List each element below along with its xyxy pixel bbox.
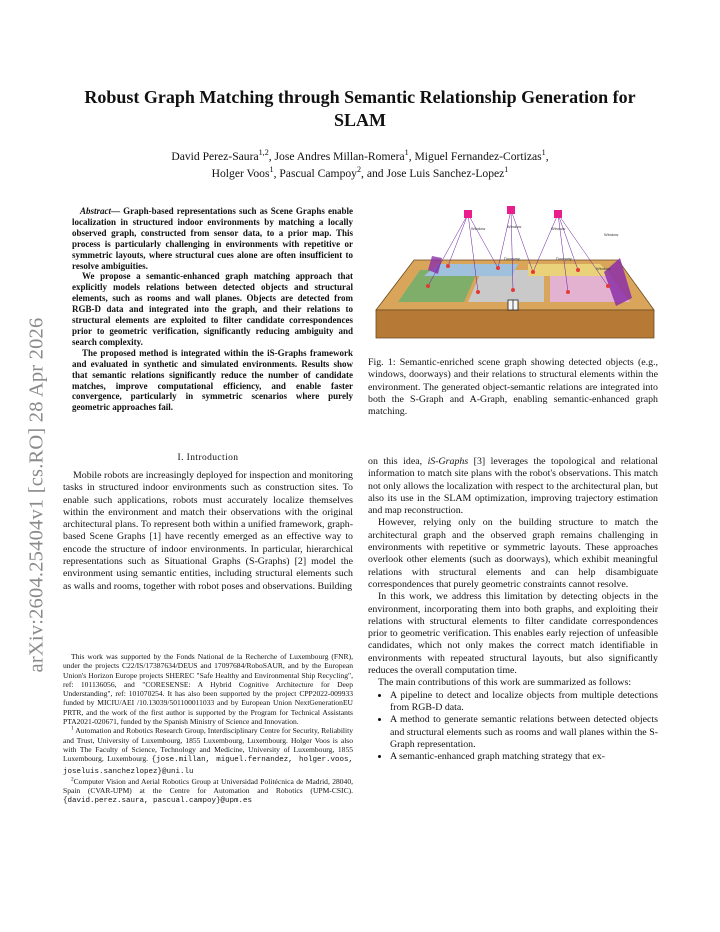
intro-paragraph: The main contributions of this work are summarized as follows: <box>378 677 632 689</box>
figure-scene-graph <box>368 206 658 351</box>
graph-node <box>464 210 472 218</box>
graph-node <box>507 206 515 214</box>
author-name: , and Jose Luis Sanchez-Lopez <box>361 167 505 180</box>
author-name: , Miguel Fernandez-Cortizas <box>408 150 542 163</box>
paper-title: Robust Graph Matching through Semantic Relationship Generation for SLAM <box>84 87 636 130</box>
author-line-2 <box>60 165 660 182</box>
section-heading-introduction: I. Introduction <box>177 453 239 463</box>
footnote-mark: 1 <box>71 725 74 732</box>
email-list: {jose.millan, miguel.fernandez, holger.voos, joseluis.sanchezlopez}@uni.lu <box>63 756 353 776</box>
contributions-list <box>368 690 658 764</box>
intro-paragraph: In this work, we address this limitation by detecting objects in the environment, incorporating them into both graphs, and exploiting their relations with structural elements to filter candidate correspondences prior to geometric verification. This enables early rejection of unfeasible candidates, which not only makes the correct match identifiable in environments with repeated structural layouts, but also significantly reduces the overall computation time. <box>368 591 658 677</box>
footnote-text: Computer Vision and Aerial Robotics Group at Universidad Politécnica de Madrid, 28040, Spain (CVAR-UPM) at the Centre for Automation and Robotics (UPM-CSIC). <box>63 776 353 796</box>
author-list <box>60 148 660 182</box>
affil-mark: 1,2 <box>258 148 269 158</box>
figure-label: Window <box>471 226 486 231</box>
footnotes <box>63 652 353 807</box>
abstract-p2: We propose a semantic-enhanced graph matching approach that explicitly models relations between detected objects and structural elements, such as rooms and wall planes. Objects are detected from RGB-D data and integrated into the graph, and their relations to structural elements are exploited to filter candidate correspondences prior to geometric verification, significantly reducing ambiguity and search complexity. <box>72 271 353 347</box>
author-name: David Perez-Saura <box>171 150 259 163</box>
figure-label: Window <box>604 232 619 237</box>
author-name: Holger Voos <box>211 167 270 180</box>
floor-front <box>376 310 654 338</box>
abstract-p3: The proposed method is integrated within the iS-Graphs framework and evaluated in synthetic and simulated environments. Results show that semantic relations significantly reduce the number of candidate matches, improve computational efficiency, and enable faster convergence, particularly in symmetric scenarios where purely geometric approaches fail. <box>72 347 353 413</box>
email-list: {david.perez.saura, pascual.campoy}@upm.es <box>63 797 253 806</box>
affil-mark: 1 <box>541 148 546 158</box>
figure-label: Doorway <box>504 256 520 261</box>
framework-name: iS-Graphs <box>427 456 469 467</box>
figure-label: Window <box>596 266 611 271</box>
figure-label: Window <box>507 224 522 229</box>
abstract-label: Abstract <box>80 206 112 216</box>
author-line-1 <box>60 148 660 165</box>
arxiv-stamp-text: arXiv:2604.25404v1 [cs.RO] 28 Apr 2026 <box>25 317 48 673</box>
affil-mark: 1 <box>404 148 409 158</box>
graph-node <box>554 210 562 218</box>
list-item: • A method to generate semantic relations between detected objects and structural elements such as rooms and wall planes within the S-Graph representation. <box>390 714 658 751</box>
figure-label: Doorway <box>556 256 572 261</box>
list-item: • A semantic-enhanced graph matching strategy that ex- <box>390 751 658 763</box>
affil-mark: 1 <box>269 165 274 175</box>
intro-paragraph: However, relying only on the building structure to match the architectural graph and the observed graph remains challenging in environments with repetitive or symmetric layouts. These approaches overlook other elements (such as doorways), which exhibit meaningful relations with structural elements and can help disambiguate correspondences that purely geometric constraints cannot resolve. <box>368 517 658 590</box>
figure-label: Window <box>551 226 566 231</box>
footnote-text: Automation and Robotics Research Group, Interdisciplinary Centre for Security, Reliability and Trust, University of Luxembourg, 1855 Luxembourg, Luxembourg. Holger Voos is also with The Faculty of Science, Technology and Medicine, University of Luxembourg, 1855 Luxembourg, Luxembourg. <box>63 726 353 764</box>
author-name: , Pascual Campoy <box>273 167 357 180</box>
arxiv-side-stamp <box>22 300 52 690</box>
text: on this idea, <box>368 456 428 467</box>
affiliation-footnote-1 <box>63 726 353 776</box>
intro-paragraph <box>368 456 658 517</box>
figure-caption: Fig. 1: Semantic-enriched scene graph showing detected objects (e.g., windows, doorways) and their relations to structural elements within the environment. The generated object-semantic relations are integrated into both the S-Graph and A-Graph, enabling semantic-enhanced graph matching. <box>368 357 658 418</box>
text: [3] leverages the topological and relational information to match site plans with the robot's observations. This match not only allows the localization with respect to the architectural plan, but also its use in the SLAM optimization, improving trajectory estimation and map reconstruction. <box>368 456 658 517</box>
list-item: • A pipeline to detect and localize objects from multiple detections from RGB-D data. <box>390 690 658 715</box>
footnote-mark: 2 <box>71 776 74 783</box>
author-sep: , <box>545 150 549 163</box>
abstract <box>72 206 353 413</box>
abstract-p1 <box>72 206 353 271</box>
affil-mark: 2 <box>356 165 362 175</box>
author-name: , Jose Andres Millan-Romera <box>268 150 405 163</box>
intro-right-column <box>368 456 658 763</box>
intro-left-column <box>63 470 353 593</box>
affiliation-footnote-2 <box>63 777 353 807</box>
affil-mark: 1 <box>504 165 509 175</box>
funding-footnote: This work was supported by the Fonds National de la Recherche of Luxembourg (FNR), under the projects C22/IS/17387634/DEUS and 17097684/RoboSAUR, and by the European Union's Horizon Europe projects SHEREC "Safe Healthy and Environmental Ship Recycling", ref: 101136056, and "CORESENSE: A Hybrid Cognitive Architecture for Deep Understanding", ref: 101070254. It has also been supported by the project CPP2022-009933 funded by MICIU/AEI /10.13039/501100011033 and by European Union NextGenerationEU PRTR, and the work of the first author is supported by the Program for Technical Assistants PTA2021-020671, funded by the Spanish Ministry of Science and Innovation. <box>63 652 353 727</box>
abstract-text: — Graph-based representations such as Scene Graphs enable localization in structured indoor environments by matching a locally observed graph, constructed from sensor data, to a prior map. This process is particularly challenging in environments with repetitive or symmetric layouts, where structural cues alone are often insufficient to resolve ambiguities. <box>72 206 353 271</box>
intro-paragraph: Mobile robots are increasingly deployed for inspection and monitoring tasks in structured indoor environments such as construction sites. To enable such applications, robots must accurately localize themselves within the environment and match their observations with the original architectural plans. To represent both within a unified framework, graph-based Scene Graphs [1] have recently emerged as an effective way to encode the structure of indoor environments. In particular, hierarchical representations such as Situational Graphs (S-Graphs) [2] model the environment using semantic entities, including structural elements such as walls and rooms, together with robot poses and observations. Building <box>63 470 353 592</box>
